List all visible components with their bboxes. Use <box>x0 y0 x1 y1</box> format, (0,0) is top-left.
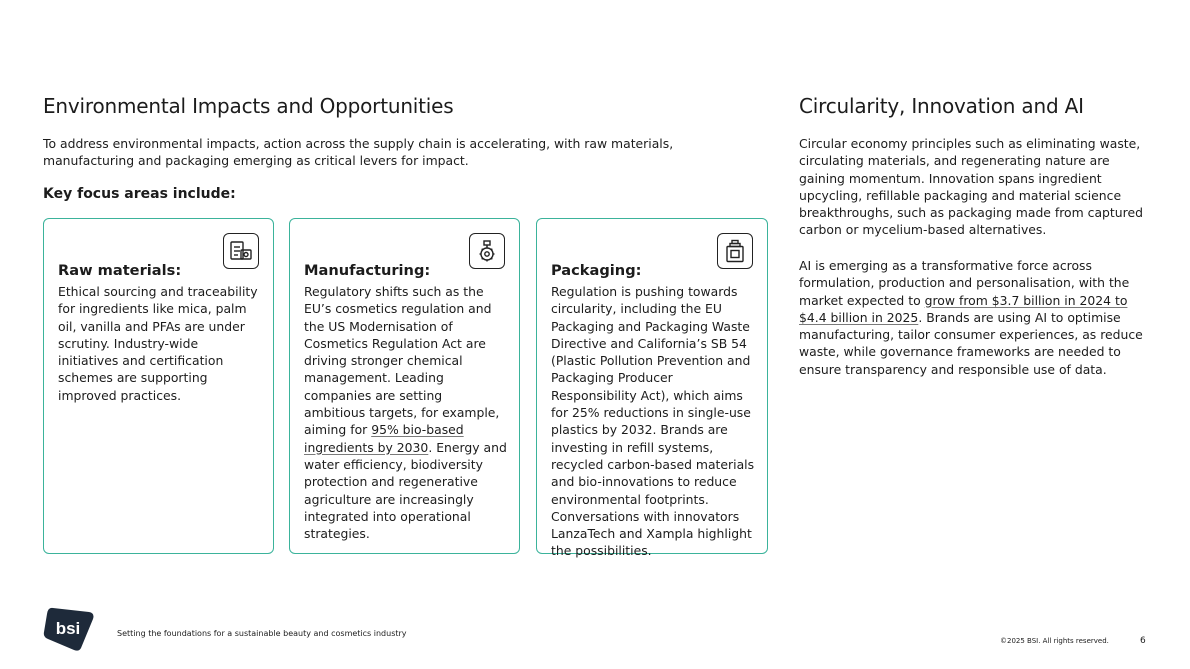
manufacturing-gear-icon <box>469 233 505 269</box>
section-title-circularity: Circularity, Innovation and AI <box>799 94 1084 118</box>
card-title-raw-materials: Raw materials: <box>58 262 182 279</box>
card-title-packaging: Packaging: <box>551 262 642 279</box>
logo-text: bsi <box>55 619 81 638</box>
footer-tagline: Setting the foundations for a sustainable beauty and cosmetics industry <box>117 629 407 638</box>
card-packaging <box>536 218 768 559</box>
raw-materials-icon <box>223 233 259 269</box>
footer-copyright: ©2025 BSI. All rights reserved. <box>1000 637 1109 645</box>
ai-paragraph-part2: . Brands are using AI to optimise manufacturing, tailor consumer experiences, as reduce waste, while governance frameworks are needed to ensure transparency and responsible use of data. <box>799 309 1143 377</box>
ai-paragraph-part1: AI is emerging as a transformative force across formulation, production and personalisation, with the market expected to <box>799 258 1130 308</box>
card-body-packaging: Regulation is pushing towards circularity, including the EU Packaging and Packaging Waste Directive and California’s SB 54 (Plastic Pollution Prevention and Packaging Producer Responsibility Act), which aims for 25% reductions in single-use plastics by 2032. Brands are investing in refill systems, recycled carbon-based materials and bio-innovations to reduce environmental footprints. Conversations with innovators LanzaTech and Xampla highlight the possibilities. <box>551 284 755 559</box>
intro-paragraph: To address environmental impacts, action across the supply chain is accelerating, with raw materials, manufacturing and packaging emerging as critical levers for impact. <box>43 136 674 169</box>
card-body-manufacturing <box>304 283 507 542</box>
ai-paragraph <box>799 257 1149 378</box>
ai-market-growth-link[interactable]: grow from $3.7 billion in 2024 to $4.4 billion in 2025 <box>799 292 1128 325</box>
section-title-environmental: Environmental Impacts and Opportunities <box>43 94 454 118</box>
card-raw-materials <box>43 218 274 554</box>
bio-based-ingredients-link[interactable]: 95% bio-based ingredients by 2030 <box>304 422 464 455</box>
page-number: 6 <box>1140 636 1146 646</box>
bsi-logo <box>43 606 95 652</box>
packaging-bottle-icon <box>717 233 753 269</box>
card-body-manufacturing-part2: . Energy and water efficiency, biodiversity protection and regenerative agriculture are increasingly integrated into operational strategies. <box>304 439 507 542</box>
card-manufacturing <box>289 218 520 554</box>
card-body-manufacturing-part1: Regulatory shifts such as the EU’s cosmetics regulation and the US Modernisation of Cosmetics Regulation Act are driving stronger chemical management. Leading companies are setting ambitious targets, for example, aiming for <box>304 284 500 438</box>
card-title-manufacturing: Manufacturing: <box>304 262 431 279</box>
card-body-raw-materials: Ethical sourcing and traceability for ingredients like mica, palm oil, vanilla and PFAs are under scrutiny. Industry-wide initiatives and certification schemes are supporting improved practices. <box>58 284 258 403</box>
circularity-paragraph: Circular economy principles such as eliminating waste, circulating materials, and regenerating nature are gaining momentum. Innovation spans ingredient upcycling, refillable packaging and material science breakthroughs, such as packaging made from captured carbon or mycelium-based alternatives. <box>799 136 1143 238</box>
key-focus-label: Key focus areas include: <box>43 186 236 202</box>
